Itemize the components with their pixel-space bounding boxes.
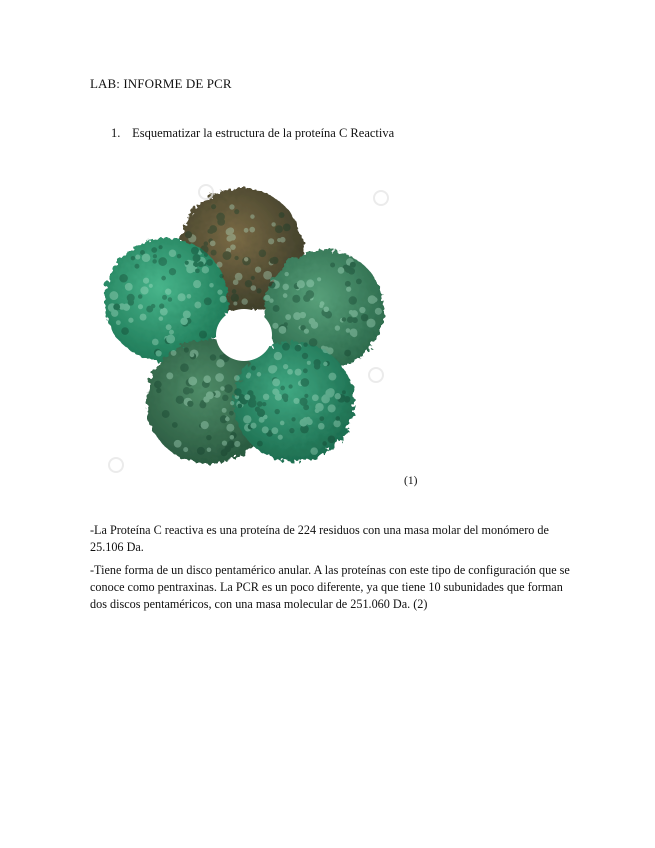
atom-dot bbox=[342, 390, 346, 394]
atom-dot bbox=[190, 353, 195, 358]
atom-dot bbox=[171, 350, 177, 356]
atom-dot bbox=[330, 263, 335, 268]
atom-dot bbox=[262, 426, 269, 433]
atom-dot bbox=[306, 419, 312, 425]
atom-dot bbox=[187, 401, 193, 407]
atom-dot bbox=[347, 316, 353, 322]
atom-dot bbox=[282, 343, 290, 351]
atom-dot bbox=[284, 272, 288, 276]
atom-dot bbox=[375, 308, 382, 315]
atom-dot bbox=[268, 238, 274, 244]
atom-dot bbox=[257, 441, 263, 447]
atom-dot bbox=[280, 386, 285, 391]
atom-dot bbox=[210, 240, 216, 246]
atom-dot bbox=[249, 227, 255, 233]
atom-dot bbox=[259, 250, 267, 258]
atom-dot bbox=[251, 276, 255, 280]
atom-dot bbox=[226, 228, 233, 235]
atom-dot bbox=[317, 277, 321, 281]
atom-dot bbox=[216, 359, 224, 367]
atom-dot bbox=[135, 254, 140, 259]
atom-dot bbox=[234, 375, 240, 381]
atom-dot bbox=[320, 301, 325, 306]
atom-dot bbox=[111, 310, 118, 317]
atom-dot bbox=[291, 417, 295, 421]
atom-dot bbox=[204, 297, 212, 305]
atom-dot bbox=[160, 308, 168, 316]
list-item bbox=[111, 126, 394, 141]
atom-dot bbox=[271, 222, 275, 226]
atom-dot bbox=[312, 394, 319, 401]
atom-dot bbox=[131, 256, 135, 260]
atom-dot bbox=[256, 288, 261, 293]
atom-dot bbox=[263, 394, 269, 400]
atom-dot bbox=[278, 435, 283, 440]
atom-dot bbox=[279, 212, 285, 218]
atom-dot bbox=[327, 347, 334, 354]
atom-dot bbox=[229, 411, 234, 416]
atom-dot bbox=[128, 299, 134, 305]
atom-dot bbox=[162, 410, 170, 418]
atom-dot bbox=[233, 301, 237, 305]
atom-dot bbox=[207, 448, 212, 453]
atom-dot bbox=[140, 286, 148, 294]
atom-dot bbox=[222, 408, 227, 413]
atom-dot bbox=[219, 355, 223, 359]
atom-dot bbox=[232, 289, 237, 294]
atom-dot bbox=[304, 394, 308, 398]
atom-dot bbox=[289, 428, 294, 433]
atom-dot bbox=[282, 284, 288, 290]
atom-dot bbox=[250, 423, 256, 429]
atom-dot bbox=[270, 365, 277, 372]
atom-dot bbox=[262, 402, 266, 406]
atom-dot bbox=[246, 374, 251, 379]
paragraph: -La Proteína C reactiva es una proteína de 224 residuos con una masa molar del monómero de 25.106 Da. bbox=[90, 523, 549, 554]
atom-dot bbox=[287, 369, 293, 375]
atom-dot bbox=[283, 224, 291, 232]
atom-dot bbox=[333, 420, 340, 427]
atom-dot bbox=[327, 388, 335, 396]
atom-dot bbox=[200, 245, 208, 253]
atom-dot bbox=[304, 329, 309, 334]
atom-dot bbox=[328, 404, 336, 412]
ring-hole bbox=[216, 309, 272, 361]
atom-dot bbox=[323, 394, 327, 398]
atom-dot bbox=[191, 247, 199, 255]
atom-dot bbox=[169, 250, 176, 257]
atom-dot bbox=[165, 289, 171, 295]
atom-dot bbox=[215, 373, 224, 382]
atom-dot bbox=[224, 384, 233, 393]
atom-dot bbox=[180, 318, 187, 325]
atom-dot bbox=[180, 363, 189, 372]
atom-dot bbox=[166, 324, 172, 330]
list-item-text: Esquematizar la estructura de la proteína C Reactiva bbox=[132, 126, 395, 140]
atom-dot bbox=[234, 388, 242, 396]
atom-dot bbox=[222, 395, 228, 401]
atom-dot bbox=[219, 274, 223, 278]
atom-dot bbox=[138, 294, 143, 299]
atom-dot bbox=[275, 225, 283, 233]
atom-dot bbox=[346, 328, 351, 333]
atom-dot bbox=[288, 384, 292, 388]
atom-dot bbox=[169, 330, 174, 335]
atom-dot bbox=[293, 312, 301, 320]
atom-dot bbox=[235, 273, 243, 281]
atom-dot bbox=[271, 427, 278, 434]
atom-dot bbox=[350, 262, 356, 268]
atom-dot bbox=[183, 310, 191, 318]
atom-dot bbox=[255, 267, 261, 273]
atom-dot bbox=[283, 293, 288, 298]
atom-dot bbox=[244, 228, 249, 233]
atom-dot bbox=[328, 436, 336, 444]
atom-dot bbox=[172, 422, 178, 428]
atom-dot bbox=[309, 338, 318, 347]
atom-dot bbox=[234, 209, 239, 214]
atom-dot bbox=[318, 423, 325, 430]
atom-dot bbox=[295, 345, 302, 352]
atom-dot bbox=[151, 247, 157, 253]
atom-dot bbox=[248, 399, 257, 408]
atom-dot bbox=[315, 403, 324, 412]
atom-dot bbox=[275, 409, 280, 414]
atom-dot bbox=[161, 276, 166, 281]
atom-dot bbox=[303, 342, 307, 346]
atom-dot bbox=[283, 364, 288, 369]
atom-dot bbox=[335, 393, 341, 399]
atom-dot bbox=[361, 314, 369, 322]
atom-dot bbox=[159, 245, 163, 249]
atom-dot bbox=[230, 435, 235, 440]
atom-dot bbox=[206, 259, 213, 266]
atom-dot bbox=[269, 258, 275, 264]
atom-dot bbox=[109, 291, 118, 300]
atom-dot bbox=[217, 290, 222, 295]
atom-dot bbox=[274, 352, 282, 360]
atom-dot bbox=[223, 251, 232, 260]
atom-dot bbox=[121, 327, 129, 335]
atom-dot bbox=[226, 236, 232, 242]
atom-dot bbox=[323, 362, 327, 366]
atom-dot bbox=[244, 394, 250, 400]
atom-dot bbox=[220, 296, 227, 303]
atom-dot bbox=[140, 314, 147, 321]
atom-dot bbox=[234, 256, 238, 260]
atom-dot bbox=[221, 449, 228, 456]
atom-dot bbox=[244, 257, 248, 261]
atom-dot bbox=[292, 295, 300, 303]
atom-dot bbox=[159, 303, 164, 308]
atom-dot bbox=[356, 279, 362, 285]
atom-dot bbox=[285, 314, 291, 320]
figure-caption: (1) bbox=[404, 475, 418, 487]
atom-dot bbox=[189, 388, 194, 393]
atom-dot bbox=[153, 254, 157, 258]
atom-dot bbox=[125, 283, 133, 291]
atom-dot bbox=[282, 393, 289, 400]
atom-dot bbox=[300, 398, 308, 406]
atom-dot bbox=[273, 305, 280, 312]
atom-dot bbox=[349, 296, 357, 304]
atom-dot bbox=[195, 268, 200, 273]
atom-dot bbox=[321, 346, 325, 350]
atom-dot bbox=[197, 447, 205, 455]
atom-dot bbox=[193, 254, 201, 262]
atom-dot bbox=[154, 381, 162, 389]
atom-dot bbox=[156, 388, 161, 393]
atom-dot bbox=[342, 317, 346, 321]
atom-dot bbox=[243, 415, 251, 423]
atom-dot bbox=[372, 297, 377, 302]
atom-dot bbox=[222, 440, 227, 445]
atom-dot bbox=[166, 335, 175, 344]
atom-dot bbox=[293, 398, 299, 404]
atom-dot bbox=[143, 278, 149, 284]
atom-dot bbox=[306, 279, 314, 287]
atom-dot bbox=[359, 307, 365, 313]
atom-dot bbox=[185, 231, 192, 238]
atom-dot bbox=[229, 204, 234, 209]
atom-dot bbox=[138, 304, 143, 309]
atom-dot bbox=[149, 284, 153, 288]
atom-dot bbox=[225, 417, 230, 422]
atom-dot bbox=[203, 375, 211, 383]
atom-dot bbox=[134, 264, 139, 269]
atom-dot bbox=[178, 293, 186, 301]
atom-dot bbox=[152, 339, 159, 346]
atom-dot bbox=[338, 267, 345, 274]
atom-dot bbox=[158, 257, 167, 266]
atom-dot bbox=[245, 280, 252, 287]
atom-dot bbox=[119, 274, 128, 283]
atom-dot bbox=[128, 318, 133, 323]
atom-dot bbox=[310, 447, 318, 455]
atom-dot bbox=[166, 372, 173, 379]
atom-dot bbox=[367, 319, 376, 328]
atom-dot bbox=[184, 347, 189, 352]
atom-dot bbox=[156, 350, 162, 356]
atom-dot bbox=[193, 280, 201, 288]
atom-dot bbox=[314, 363, 320, 369]
atom-dot bbox=[207, 229, 211, 233]
atom-dot bbox=[272, 323, 278, 329]
atom-dot bbox=[319, 416, 324, 421]
atom-dot bbox=[211, 250, 217, 256]
atom-dot bbox=[202, 266, 209, 273]
atom-dot bbox=[279, 326, 287, 334]
atom-dot bbox=[345, 281, 351, 287]
atom-dot bbox=[162, 295, 167, 300]
atom-dot bbox=[185, 261, 189, 265]
atom-dot bbox=[306, 290, 315, 299]
atom-dot bbox=[344, 350, 351, 357]
atom-dot bbox=[168, 297, 172, 301]
atom-dot bbox=[295, 369, 302, 376]
list-item-number: 1. bbox=[111, 126, 121, 140]
atom-dot bbox=[257, 372, 262, 377]
atom-dot bbox=[284, 322, 288, 326]
atom-dot bbox=[311, 321, 318, 328]
document-title: LAB: INFORME DE PCR bbox=[90, 76, 232, 91]
paragraph: -Tiene forma de un disco pentamérico anular. A las proteínas con este tipo de configuración que se conoce como pentraxinas. La PCR es un poco diferente, ya que tiene 10 subunidades que forman dos discos pentaméricos, con una masa molecular de 251.060 Da. (2) bbox=[90, 563, 570, 611]
atom-dot bbox=[151, 304, 156, 309]
atom-dot bbox=[237, 404, 242, 409]
atom-dot bbox=[217, 218, 225, 226]
atom-dot bbox=[209, 283, 213, 287]
atom-dot bbox=[194, 302, 201, 309]
atom-dot bbox=[206, 435, 211, 440]
atom-dot bbox=[302, 353, 308, 359]
atom-dot bbox=[259, 417, 265, 423]
atom-dot bbox=[183, 447, 188, 452]
atom-dot bbox=[152, 259, 156, 263]
atom-dot bbox=[269, 281, 276, 288]
atom-dot bbox=[176, 396, 184, 404]
atom-dot bbox=[142, 253, 151, 262]
atom-dot bbox=[303, 368, 308, 373]
atom-dot bbox=[198, 261, 204, 267]
atom-dot bbox=[199, 330, 207, 338]
atom-dot bbox=[328, 373, 336, 381]
atom-dot bbox=[201, 421, 209, 429]
atom-dot bbox=[350, 328, 358, 336]
atom-dot bbox=[307, 361, 311, 365]
atom-dot bbox=[220, 386, 225, 391]
atom-dot bbox=[349, 310, 354, 315]
atom-dot bbox=[231, 294, 239, 302]
atom-dot bbox=[113, 303, 120, 310]
atom-dot bbox=[226, 424, 234, 432]
atom-dot bbox=[257, 409, 265, 417]
atom-dot bbox=[230, 244, 236, 250]
atom-dot bbox=[280, 421, 285, 426]
protein-structure-image bbox=[96, 180, 396, 480]
atom-dot bbox=[280, 237, 286, 243]
atom-dot bbox=[187, 294, 192, 299]
atom-dot bbox=[210, 354, 216, 360]
atom-dot bbox=[257, 401, 263, 407]
atom-dot bbox=[242, 298, 248, 304]
atom-dot bbox=[335, 416, 340, 421]
atom-dot bbox=[275, 393, 282, 400]
atom-dot bbox=[234, 441, 240, 447]
atom-dot bbox=[346, 287, 351, 292]
atom-dot bbox=[233, 279, 239, 285]
atom-dot bbox=[116, 320, 121, 325]
atom-dot bbox=[177, 254, 181, 258]
atom-dot bbox=[272, 378, 280, 386]
atom-dot bbox=[211, 204, 216, 209]
atom-dot bbox=[301, 378, 310, 387]
atom-dot bbox=[263, 271, 272, 280]
atom-dot bbox=[269, 298, 273, 302]
atom-dot bbox=[186, 265, 194, 273]
atom-dot bbox=[230, 401, 234, 405]
atom-dot bbox=[206, 391, 214, 399]
atom-dot bbox=[174, 440, 182, 448]
atom-dot bbox=[169, 268, 176, 275]
atom-dot bbox=[217, 262, 223, 268]
atom-dot bbox=[344, 396, 351, 403]
atom-dot bbox=[251, 285, 257, 291]
atom-dot bbox=[335, 325, 340, 330]
atom-dot bbox=[323, 306, 329, 312]
atom-dot bbox=[250, 214, 254, 218]
atom-dot bbox=[322, 441, 327, 446]
atom-dot bbox=[159, 316, 164, 321]
atom-dot bbox=[188, 377, 197, 386]
atom-dot bbox=[297, 280, 305, 288]
atom-dot bbox=[251, 366, 256, 371]
